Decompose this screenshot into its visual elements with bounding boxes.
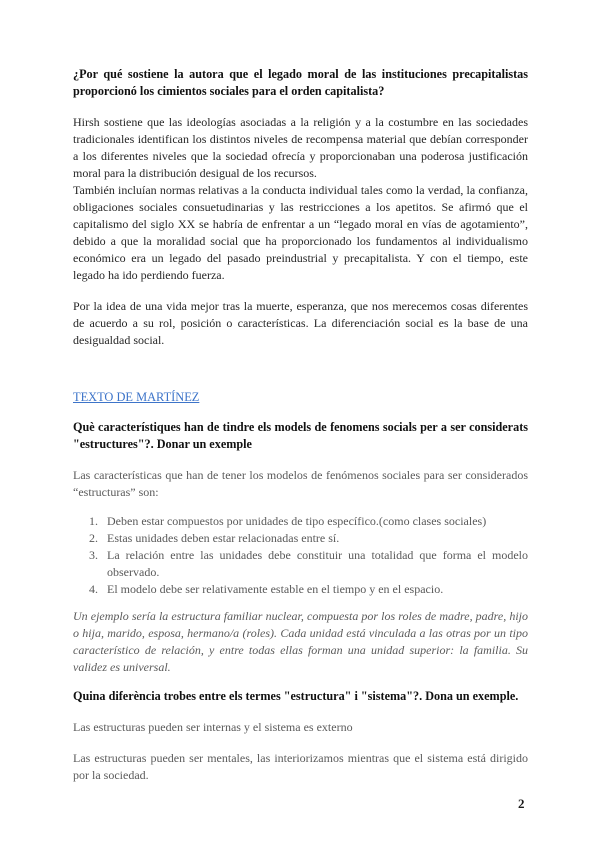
paragraph: Hirsh sostiene que las ideologías asociadas a la religión y a la costumbre en las sociedades tradicionales identifican los distintos niveles de recompensa material que debían corresponder a los diferentes niveles que la sociedad ofrecía y proporcionaban una poderosa justificación moral para la distribución desigual de los recursos.: [73, 115, 528, 180]
document-page: [73, 66, 528, 784]
example-paragraph: Un ejemplo sería la estructura familiar nuclear, compuesta por los roles de madre, padre, hijo o hija, marido, esposa, hermano/a (roles). Cada unidad está vinculada a las otras por un tipo característico de relación, y entre todas ellas forman una unidad superior: la familia. Su validez es universal.: [73, 609, 528, 674]
paragraph: Las estructuras pueden ser internas y el sistema es externo: [73, 720, 353, 734]
list-item: 3. La relación entre las unidades debe constituir una totalidad que forma el modelo observado.: [89, 548, 528, 579]
paragraph: Las características que han de tener los modelos de fenómenos sociales para ser considerados “estructuras” son:: [73, 468, 528, 499]
page-number: 2: [518, 796, 525, 811]
paragraph: También incluían normas relativas a la conducta individual tales como la verdad, la confianza, obligaciones sociales consuetudinarias y las restricciones a los apetitos. Se afirmó que el capitalismo del siglo XX se habría de enfrentar a un “legado moral en vías de agotamiento”, debido a que la moralidad social que ha proporcionado los fundamentos al individualismo económico era un legado del pasado preindustrial y precapitalista. Y con el tiempo, este legado ha ido perdiendo fuerza.: [73, 183, 528, 282]
characteristics-list: [73, 513, 528, 598]
list-item: 2. Estas unidades deben estar relacionadas entre sí.: [89, 531, 340, 545]
paragraph: Por la idea de una vida mejor tras la muerte, esperanza, que nos merecemos cosas diferentes de acuerdo a su rol, posición o características. La diferenciación social es la base de una desigualdad social.: [73, 299, 528, 347]
question-heading: Quina diferència trobes entre els termes "estructura" i "sistema"?. Dona un exemple.: [73, 689, 519, 703]
list-item: 1. Deben estar compuestos por unidades de tipo específico.(como clases sociales): [89, 514, 487, 528]
question-heading: ¿Por qué sostiene la autora que el legado moral de las instituciones precapitalistas proporcionó los cimientos sociales para el orden capitalista?: [73, 67, 528, 98]
list-item: 4. El modelo debe ser relativamente estable en el tiempo y en el espacio.: [89, 582, 444, 596]
paragraph: Las estructuras pueden ser mentales, las interiorizamos mientras que el sistema está dirigido por la sociedad.: [73, 751, 528, 782]
section-title-link[interactable]: TEXTO DE MARTÍNEZ: [73, 390, 200, 404]
question-heading: Què característiques han de tindre els models de fenomens socials per a ser considerats "estructures"?. Donar un exemple: [73, 420, 528, 451]
